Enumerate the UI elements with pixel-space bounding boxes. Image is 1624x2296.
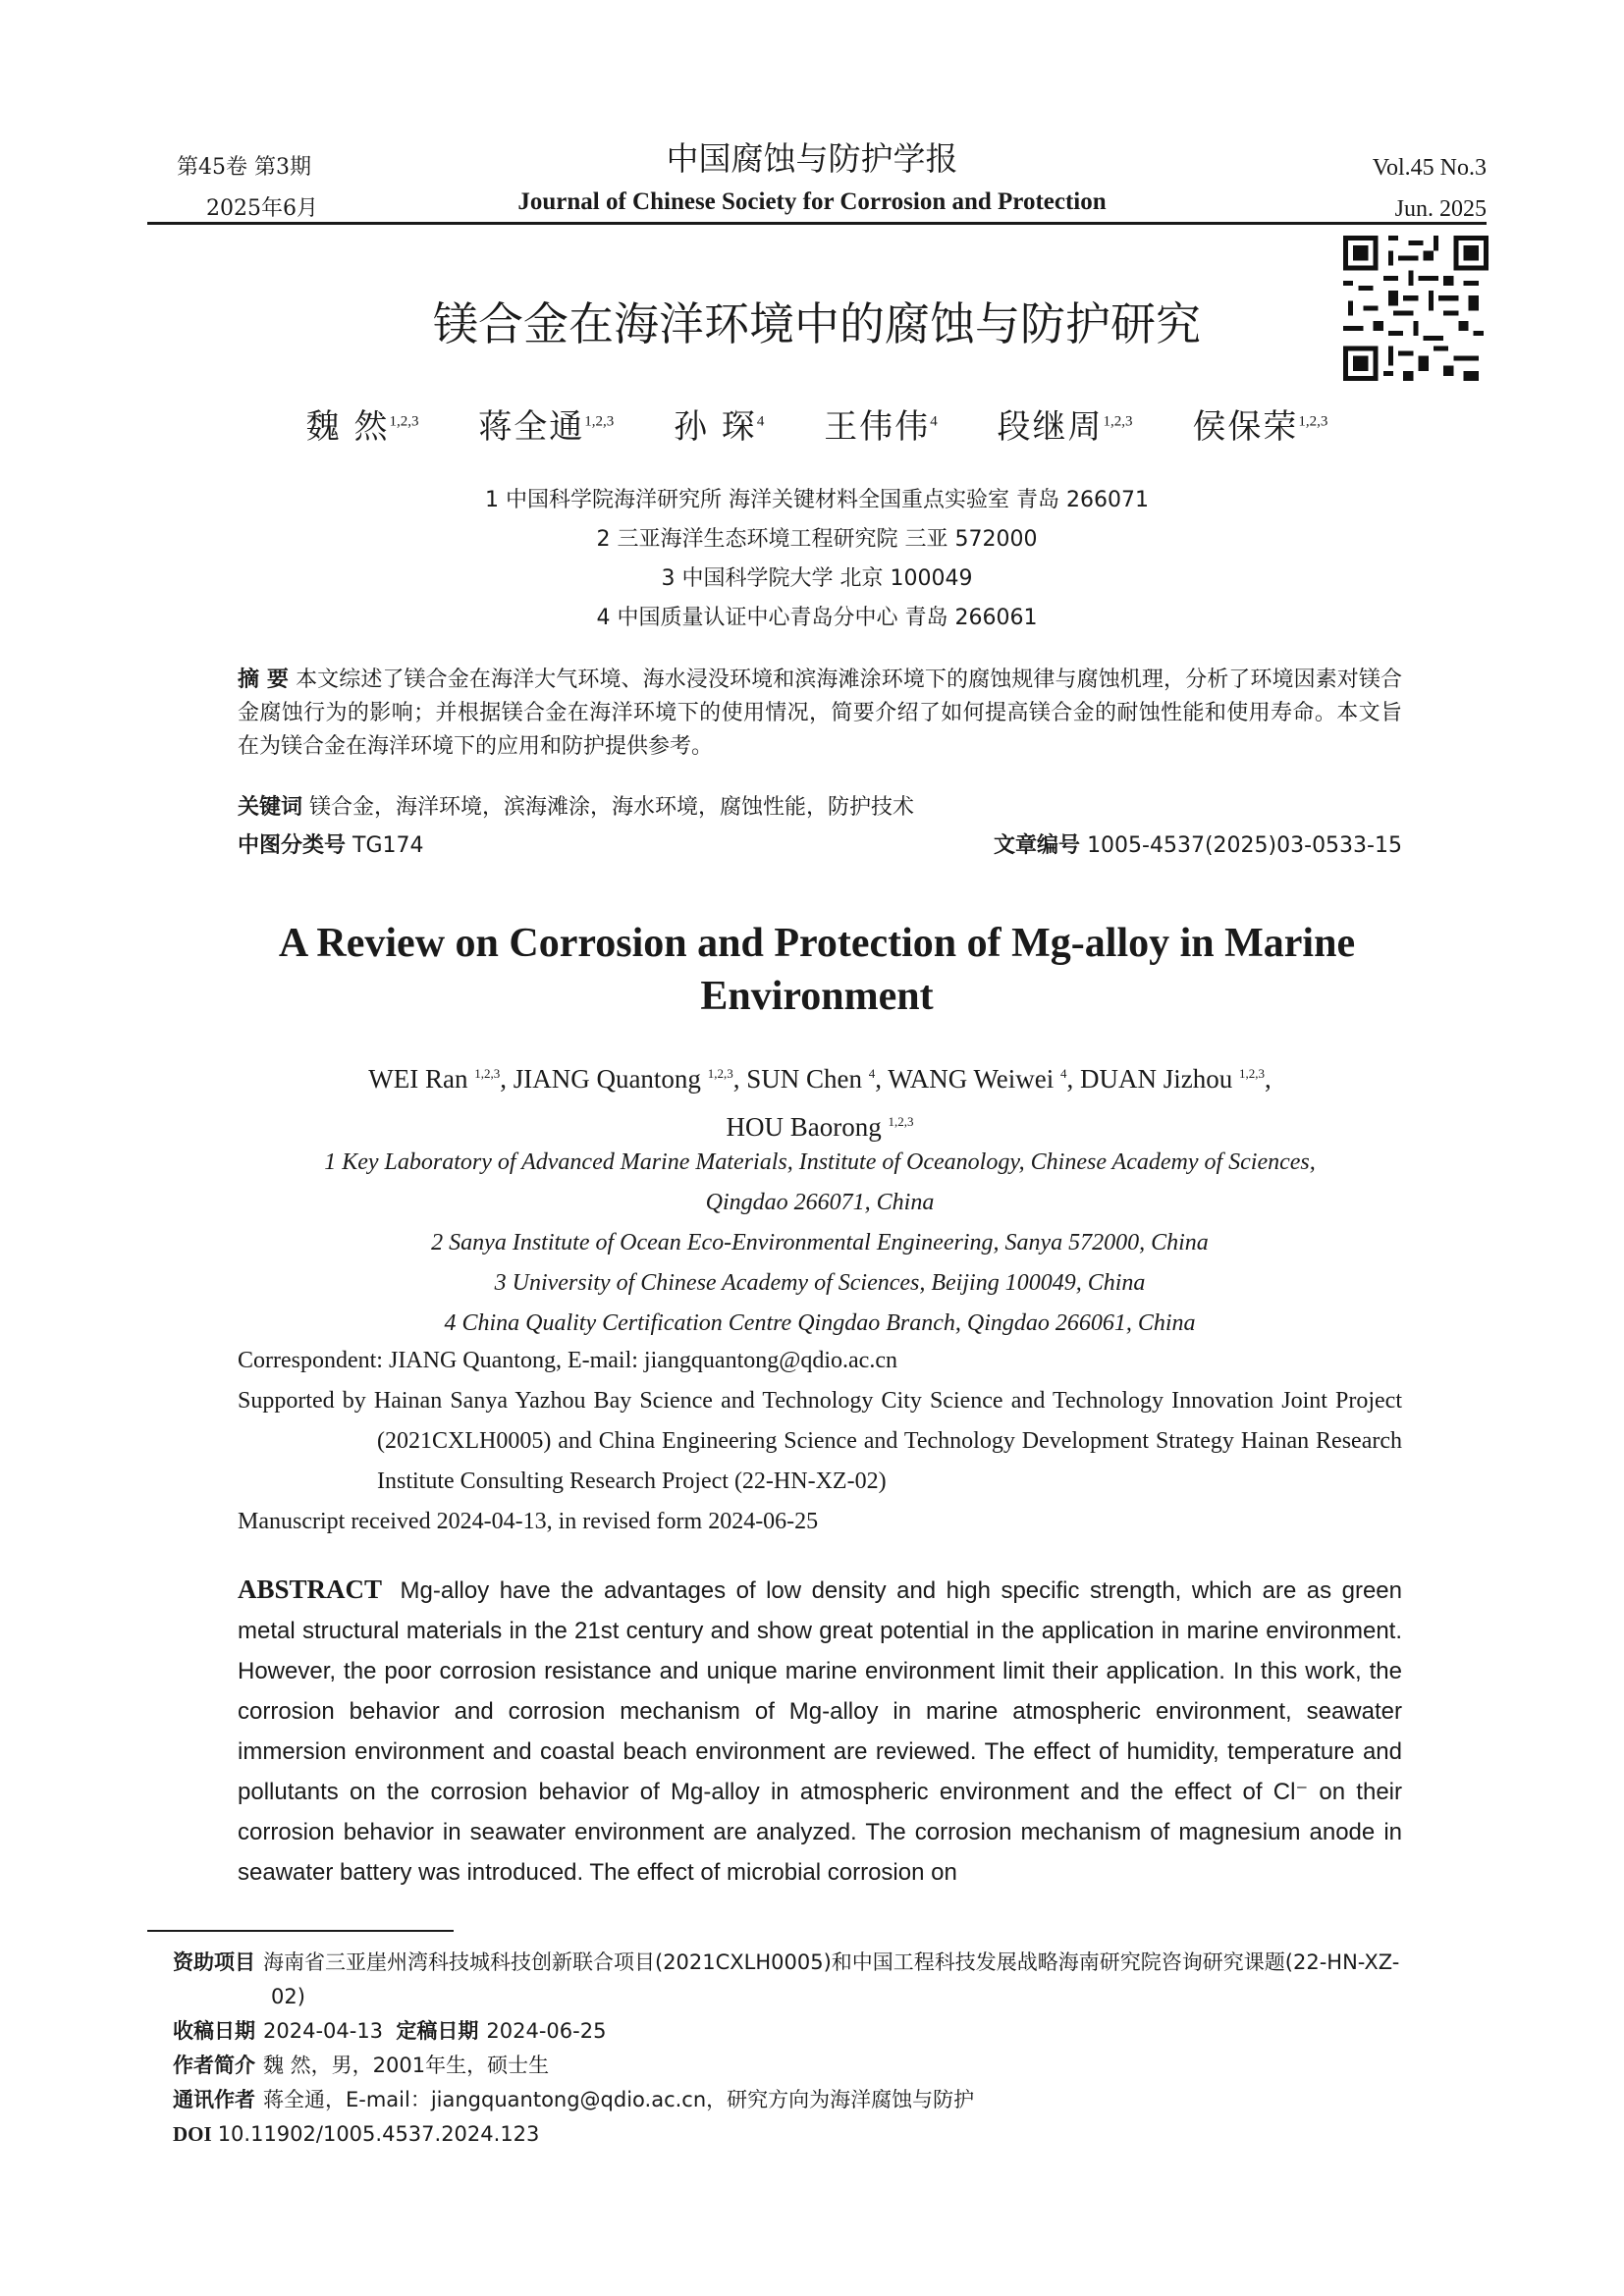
- author-en: DUAN Jizhou $^{1,2,3}$,: [1080, 1064, 1272, 1094]
- author-cn: 孙 琛$^4$: [674, 407, 765, 448]
- author-en: HOU Baorong $^{1,2,3}$: [726, 1112, 914, 1142]
- article-number-label: 文章编号: [994, 833, 1081, 858]
- affiliation-en: 4 China Quality Certification Centre Qingdao Branch, Qingdao 266061, China: [444, 1310, 1196, 1336]
- author-en: WANG Weiwei $^4$,: [888, 1064, 1081, 1094]
- classification-row: [238, 829, 1402, 863]
- affiliation-en: 1 Key Laboratory of Advanced Marine Materials, Institute of Oceanology, Chinese Academy of Sciences,: [324, 1149, 1316, 1175]
- keywords-cn: [238, 791, 1402, 825]
- classification-value: TG174: [352, 833, 424, 858]
- article-title-cn: 镁合金在海洋环境中的腐蚀与防护研究: [433, 297, 1201, 350]
- abstract-en-text: Mg-alloy have the advantages of low density and high specific strength, which are as green metal structural materials in the 21st century and show great potential in the application in marine environment. However, the poor corrosion resistance and unique marine environment limit their application. In this work, the corrosion behavior and corrosion mechanism of Mg-alloy in marine atmospheric environment, seawater immersion environment and coastal beach environment are reviewed. The effect of humidity, temperature and pollutants on the corrosion behavior of Mg-alloy in atmospheric environment and the effect of Cl⁻ on their corrosion behavior in seawater environment are analyzed. The corrosion mechanism of magnesium anode in seawater battery was introduced. The effect of microbial corrosion on: [238, 1577, 1403, 1886]
- affiliations-en: [238, 1143, 1402, 1344]
- header-rule: [147, 222, 1487, 225]
- affiliation-cn: 4 中国质量认证中心青岛分中心 青岛 266061: [596, 606, 1038, 630]
- author-list-cn: [147, 393, 1487, 456]
- author-cn: 侯保荣$^{1,2,3}$: [1192, 407, 1328, 448]
- footnote-corresponding: 通讯作者 蒋全通，E-mail：jiangquantong@qdio.ac.cn，研究方向为海洋腐蚀与防护: [173, 2088, 975, 2111]
- author-cn: 段继周$^{1,2,3}$: [997, 407, 1133, 448]
- footnote-author-bio: 作者简介 魏 然，男，2001年生，硕士生: [173, 2054, 550, 2077]
- supported-by: Supported by Hainan Sanya Yazhou Bay Science and Technology City Science and Technology Innovation Joint Project (2021CXLH0005) and China Engineering Science and Technology Development Strategy Hainan Research Institute Consulting Research Project (22-HN-XZ-02): [238, 1388, 1402, 1494]
- affiliation-en: Qingdao 266071, China: [705, 1190, 935, 1215]
- abstract-cn: [238, 664, 1402, 764]
- classification-label: 中图分类号: [238, 833, 347, 858]
- abstract-en-label: ABSTRACT: [238, 1575, 383, 1604]
- affiliations-cn: [147, 481, 1487, 638]
- author-cn: 王伟伟$^4$: [824, 407, 938, 448]
- running-header-center: [412, 135, 1212, 222]
- date-cn: 2025年6月: [206, 196, 318, 221]
- abstract-cn-text: 本文综述了镁合金在海洋大气环境、海水浸没环境和滨海滩涂环境下的腐蚀规律与腐蚀机理，分析了环境因素对镁合金腐蚀行为的影响；并根据镁合金在海洋环境下的使用情况，简要介绍了如何提高镁合金的耐蚀性能和使用寿命。本文旨在为镁合金在海洋环境下的应用和防护提供参考。: [238, 667, 1402, 759]
- affiliation-en: 2 Sanya Institute of Ocean Eco-Environmental Engineering, Sanya 572000, China: [431, 1230, 1209, 1255]
- footnote-rule: [147, 1930, 454, 1932]
- keywords-cn-label: 关键词: [238, 795, 303, 820]
- keywords-cn-text: 镁合金，海洋环境，滨海滩涂，海水环境，腐蚀性能，防护技术: [309, 795, 915, 820]
- date-en: Jun. 2025: [1394, 196, 1487, 222]
- footnote-funding: 资助项目 海南省三亚崖州湾科技城科技创新联合项目(2021CXLH0005)和中国工程科技发展战略海南研究院咨询研究课题(22-HN-XZ-02): [173, 1950, 1400, 2008]
- author-en: JIANG Quantong $^{1,2,3}$,: [513, 1064, 747, 1094]
- author-en: SUN Chen $^4$,: [746, 1064, 889, 1094]
- article-number-value: 1005-4537(2025)03-0533-15: [1087, 833, 1402, 858]
- footnote-dates: 收稿日期 2024-04-13 定稿日期 2024-06-25: [173, 2019, 607, 2043]
- article-number: [994, 829, 1402, 863]
- affiliation-cn: 2 三亚海洋生态环境工程研究院 三亚 572000: [596, 527, 1038, 552]
- manuscript-received: Manuscript received 2024-04-13, in revised form 2024-06-25: [238, 1509, 819, 1534]
- author-en: WEI Ran $^{1,2,3}$,: [368, 1064, 514, 1094]
- article-title-en: A Review on Corrosion and Protection of Mg-alloy in Marine Environment: [278, 921, 1356, 1019]
- running-header-right: [1276, 147, 1487, 230]
- abstract-cn-label: 摘 要: [238, 667, 289, 692]
- abstract-en: [238, 1570, 1402, 1893]
- article-metadata-en: [238, 1341, 1402, 1542]
- author-cn: 蒋全通$^{1,2,3}$: [478, 407, 615, 448]
- footnote-doi[interactable]: DOI 10.11902/1005.4537.2024.123: [173, 2122, 540, 2146]
- volume-issue-en: Vol.45 No.3: [1372, 155, 1487, 181]
- correspondent: Correspondent: JIANG Quantong, E-mail: jiangquantong@qdio.ac.cn: [238, 1348, 897, 1373]
- affiliation-en: 3 University of Chinese Academy of Sciences, Beijing 100049, China: [494, 1270, 1146, 1296]
- affiliation-cn: 1 中国科学院海洋研究所 海洋关键材料全国重点实验室 青岛 266071: [485, 488, 1149, 512]
- author-cn: 魏 然$^{1,2,3}$: [305, 407, 419, 448]
- running-header-left: [177, 147, 412, 230]
- volume-issue-cn: 第45卷 第3期: [177, 155, 311, 180]
- journal-title-cn: 中国腐蚀与防护学报: [666, 139, 958, 178]
- footnotes: [173, 1946, 1410, 2152]
- affiliation-cn: 3 中国科学院大学 北京 100049: [661, 566, 973, 591]
- journal-title-en: Journal of Chinese Society for Corrosion and Protection: [517, 188, 1107, 215]
- author-list-en: [238, 1052, 1402, 1148]
